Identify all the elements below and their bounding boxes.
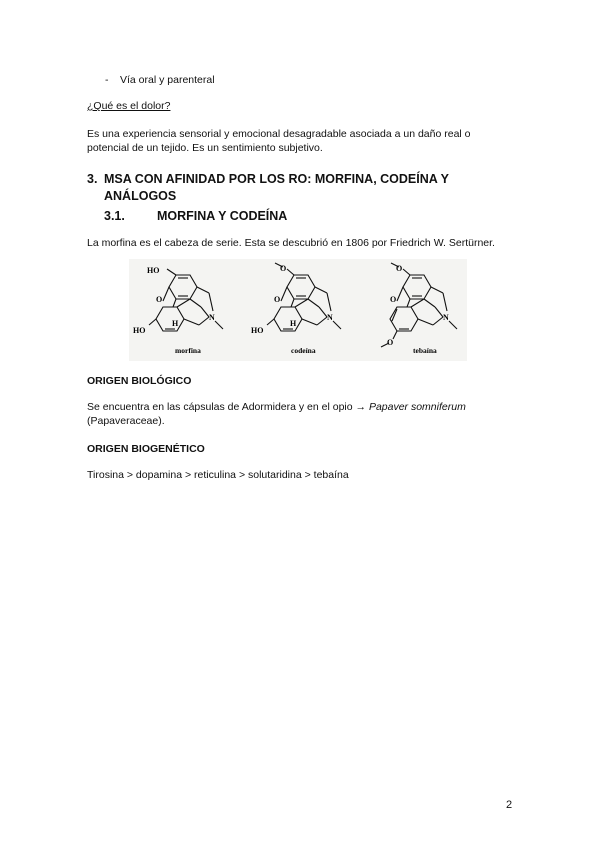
origin-biological-line-2: (Papaveraceae). [87,415,165,427]
species-name: Papaver somniferum [368,401,466,413]
codeine-ho-bottom: HO [251,326,264,335]
section-3-title-line-2: ANÁLOGOS [104,189,177,203]
origin-biogenetic-heading: ORIGEN BIOGENÉTICO [87,443,205,455]
section-3-title-line-1: MSA CON AFINIDAD POR LOS RO: MORFINA, CODEÍNA Y [104,172,449,186]
origin-biological-text: Se encuentra en las cápsulas de Adormidera y en el opio [87,401,356,413]
section-3-1-number: 3.1. [104,209,125,223]
pain-definition-line-2: potencial de un tejido. Es un sentimiento subjetivo. [87,142,323,154]
page-number: 2 [506,799,513,811]
thebaine-label: tebaína [413,346,437,355]
codeine-label: codeína [291,346,316,355]
biogenetic-pathway: Tirosina > dopamina > reticulina > solutaridina > tebaína [87,469,349,481]
codeine-n: N [327,313,333,322]
codeine-h: H [290,319,297,328]
morphine-ho-bottom: HO [133,326,146,335]
morphine-label: morfina [175,346,201,355]
origin-biological-heading: ORIGEN BIOLÓGICO [87,375,192,387]
codeine-o: O [274,295,281,304]
bullet-dash: - [105,74,109,86]
morphine-h: H [172,319,179,328]
opioid-structures-svg [129,259,467,361]
morphine-intro: La morfina es el cabeza de serie. Esta se descubrió en 1806 por Friedrich W. Sertürner. [87,237,495,249]
pain-definition-line-1: Es una experiencia sensorial y emocional desagradable asociada a un daño real o [87,128,471,140]
section-3-number: 3. [87,172,98,186]
thebaine-o-bottom: O [387,338,394,347]
morphine-structure [133,266,223,355]
morphine-o: O [156,295,163,304]
thebaine-o: O [390,295,397,304]
thebaine-n: N [443,313,449,322]
codeine-structure [251,263,341,355]
question-heading: ¿Qué es el dolor? [87,100,171,112]
codeine-o-top: O [280,264,287,273]
opioid-structures-figure [129,259,467,361]
section-3-1-title: MORFINA Y CODEÍNA [157,209,288,223]
morphine-n: N [209,313,215,322]
bullet-text: Vía oral y parenteral [120,74,215,86]
origin-biological-line-1 [87,400,466,414]
arrow-icon: → [355,401,367,413]
morphine-ho-top: HO [147,266,160,275]
thebaine-o-top: O [396,264,403,273]
thebaine-structure [381,263,457,355]
